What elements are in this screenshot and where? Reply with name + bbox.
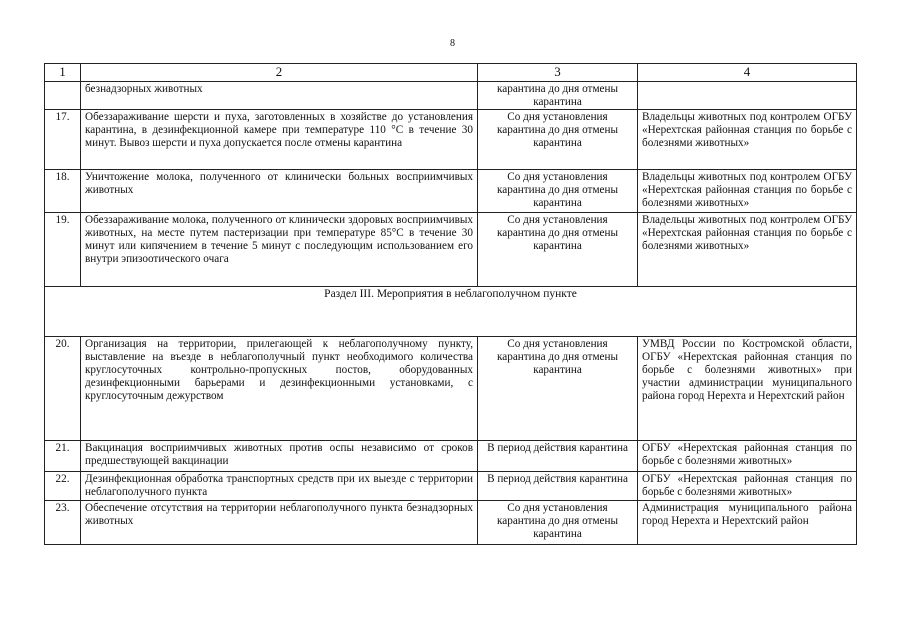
measure-cell: Обеззараживание шерсти и пуха, заготовленных в хозяйстве до установления карантина, в дезинфекционной камере при температуре 110 °С в течение 30 минут. Вывоз шерсти и пуха допускается после отмены карантина (81, 110, 478, 170)
row-number: 20. (45, 337, 81, 441)
responsible-cell: Владельцы животных под контролем ОГБУ «Нерехтская районная станция по борьбе с болезнями животных» (638, 213, 857, 287)
section-title: Раздел III. Мероприятия в неблагополучном пункте (45, 287, 857, 337)
responsible-cell: Владельцы животных под контролем ОГБУ «Нерехтская районная станция по борьбе с болезнями животных» (638, 110, 857, 170)
table-header-row (45, 64, 857, 82)
table-row (45, 337, 857, 441)
table-row (45, 441, 857, 472)
measure-cell: безнадзорных животных (81, 82, 478, 110)
row-number: 18. (45, 170, 81, 213)
term-cell: Со дня установления карантина до дня отмены карантина (478, 337, 638, 441)
row-number: 17. (45, 110, 81, 170)
measure-cell: Дезинфекционная обработка транспортных средств при их выезде с территории неблагополучного пункта (81, 472, 478, 501)
measure-cell: Обеззараживание молока, полученного от клинически здоровых восприимчивых животных, на месте путем пастеризации при температуре 85°С в течение 30 минут или кипячением в течение 5 минут с последующим использованием его внутри эпизоотического очага (81, 213, 478, 287)
responsible-cell: ОГБУ «Нерехтская районная станция по борьбе с болезнями животных» (638, 441, 857, 472)
table-row (45, 170, 857, 213)
measure-cell: Уничтожение молока, полученного от клинически больных восприимчивых животных (81, 170, 478, 213)
measure-cell: Организация на территории, прилегающей к неблагополучному пункту, выставление на въезде в неблагополучный пункт необходимого количества круглосуточных контрольно-пропускных постов, оборудованных дезинфекционными барьерами и дезинфекционными установками, с круглосуточным дежурством (81, 337, 478, 441)
table-row (45, 213, 857, 287)
term-cell: В период действия карантина (478, 441, 638, 472)
responsible-cell: ОГБУ «Нерехтская районная станция по борьбе с болезнями животных» (638, 472, 857, 501)
measures-table (44, 63, 857, 545)
continuation-row (45, 82, 857, 110)
measure-cell: Вакцинация восприимчивых животных против оспы независимо от сроков предшествующей вакцинации (81, 441, 478, 472)
column-header: 4 (638, 64, 857, 82)
term-cell: Со дня установления карантина до дня отмены карантина (478, 213, 638, 287)
row-number: 19. (45, 213, 81, 287)
term-cell: Со дня установления карантина до дня отмены карантина (478, 170, 638, 213)
term-cell: Со дня установления карантина до дня отмены карантина (478, 110, 638, 170)
row-number (45, 82, 81, 110)
column-header: 2 (81, 64, 478, 82)
term-cell: карантина до дня отмены карантина (478, 82, 638, 110)
measure-cell: Обеспечение отсутствия на территории неблагополучного пункта безнадзорных животных (81, 501, 478, 545)
row-number: 21. (45, 441, 81, 472)
row-number: 22. (45, 472, 81, 501)
section-row (45, 287, 857, 337)
row-number: 23. (45, 501, 81, 545)
term-cell: Со дня установления карантина до дня отмены карантина (478, 501, 638, 545)
responsible-cell (638, 82, 857, 110)
page-number: 8 (450, 38, 455, 49)
responsible-cell: Владельцы животных под контролем ОГБУ «Нерехтская районная станция по борьбе с болезнями животных» (638, 170, 857, 213)
responsible-cell: УМВД России по Костромской области, ОГБУ «Нерехтская районная станция по борьбе с болезнями животных» при участии администрации муниципального района город Нерехта и Нерехтский район (638, 337, 857, 441)
responsible-cell: Администрация муниципального района город Нерехта и Нерехтский район (638, 501, 857, 545)
table-row (45, 472, 857, 501)
term-cell: В период действия карантина (478, 472, 638, 501)
column-header: 3 (478, 64, 638, 82)
table-row (45, 501, 857, 545)
column-header: 1 (45, 64, 81, 82)
table-row (45, 110, 857, 170)
